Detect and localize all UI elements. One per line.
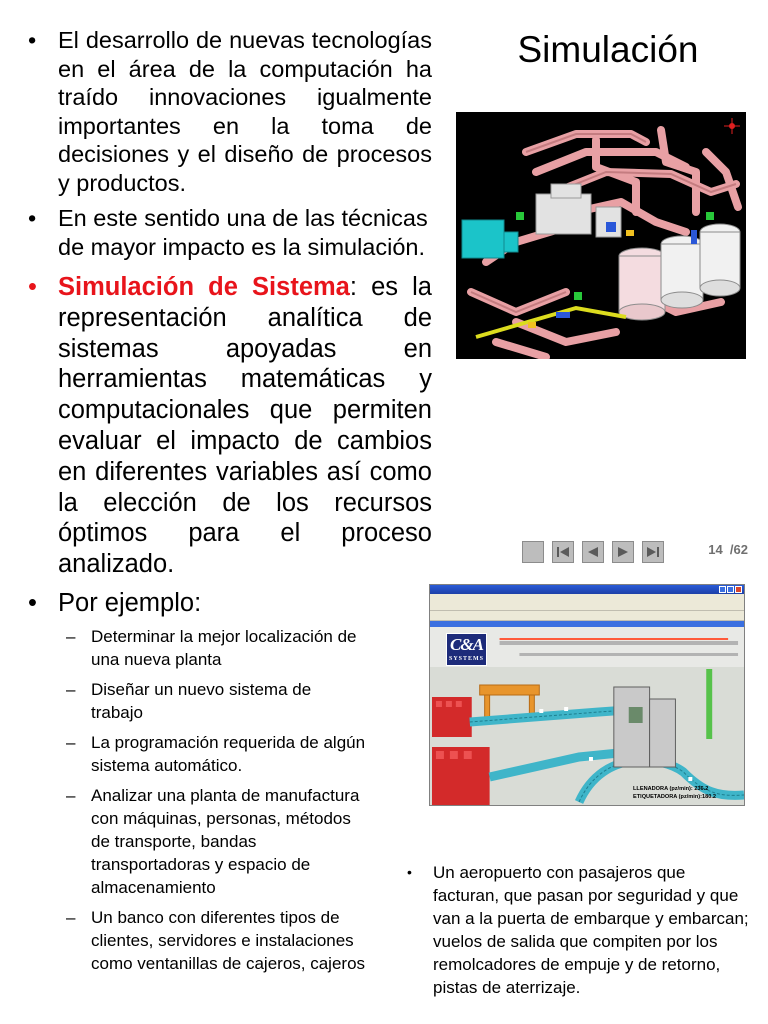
example-text: La programación requerida de algún sistema automático. [91,733,366,775]
highlight-term: Simulación de Sistema [58,273,350,301]
plant-3d-drawing [456,112,746,359]
dash-icon: – [66,627,76,646]
last-slide-button[interactable] [642,541,664,563]
bullet-dot-icon: • [28,205,37,231]
slide-title: Simulación [517,29,699,70]
bullet-text: : es la representación analítica de sistemas apoyadas en herramientas matemáticas y computacionales que permiten evaluar el impacto de cambios en diferentes variables así como la elección de los recursos óptimos para el proceso analizado. [58,273,432,579]
example-item [26,731,366,777]
bullet-dot-icon: • [28,273,37,301]
triangle-right-icon [616,545,630,559]
bullet-item [405,861,750,999]
next-slide-button[interactable] [612,541,634,563]
examples-heading [26,588,366,618]
maximize-icon [727,586,734,593]
main-bullet-list [26,26,432,580]
example-text: Un banco con diferentes tipos de clientes, servidores e instalaciones como ventanillas de cajeros, cajeros [91,908,366,973]
home-button[interactable] [522,541,544,563]
logo-main: C&A [450,635,483,654]
simulation-software-image [429,584,745,806]
window-titlebar [430,585,744,594]
bullet-text: El desarrollo de nuevas tecnologías en el área de la computación ha traído innovaciones igualmente importantes en la toma de decisiones y el diseño de procesos y productos. [58,27,432,196]
dash-icon: – [66,680,76,699]
skip-forward-icon [646,545,660,559]
dash-icon: – [66,786,76,805]
example-text: Determinar la mejor localización de una nueva planta [91,627,357,669]
window-toolbar [430,601,744,611]
bullet-text: En este sentido una de las técnicas de mayor impacto es la simulación. [58,205,428,260]
first-slide-button[interactable] [552,541,574,563]
page-current: 14 [708,542,723,557]
example-item [26,678,366,724]
bullet-item-definition [26,272,432,580]
examples-heading-text: Por ejemplo: [58,589,202,617]
logo-sub: SYSTEMS [448,656,484,662]
bullet-dot-icon: • [28,27,37,53]
examples-section [26,588,366,975]
airport-example [405,861,750,999]
bullet-item [26,26,432,197]
bullet-item [26,204,432,261]
previous-slide-button[interactable] [582,541,604,563]
example-text: Diseñar un nuevo sistema de trabajo [91,680,312,722]
readout-line: LLENADORA (pz/min): 236.2 [633,786,709,792]
ca-systems-logo [446,633,487,666]
window-controls [719,586,742,593]
dash-icon: – [66,908,76,927]
example-item [26,906,366,975]
close-icon [735,586,742,593]
window-menubar [430,594,744,601]
sim-readout [633,785,743,801]
page-total: /62 [729,542,748,557]
slide-navigation [522,541,664,563]
minimize-icon [719,586,726,593]
page-counter [684,542,748,557]
skip-back-icon [556,545,570,559]
plant-3d-image [456,112,746,359]
triangle-left-icon [586,545,600,559]
bullet-dot-icon: • [407,864,412,880]
bullet-dot-icon: • [28,589,37,617]
bullet-text: Un aeropuerto con pasajeros que facturan, que pasan por seguridad y que van a la puerta de embarque y embarcan; vuelos de salida que compiten por los remolcadores de empuje y de retorno, pistas de aterrizaje. [433,863,749,997]
example-item [26,784,366,899]
readout-line: ETIQUETADORA (pz/min):180.2 [633,794,716,800]
dash-icon: – [66,733,76,752]
example-text: Analizar una planta de manufactura con máquinas, personas, métodos de transporte, bandas transportadoras y espacio de almacenamiento [91,786,360,897]
example-item [26,625,366,671]
window-toolbar [430,611,744,621]
